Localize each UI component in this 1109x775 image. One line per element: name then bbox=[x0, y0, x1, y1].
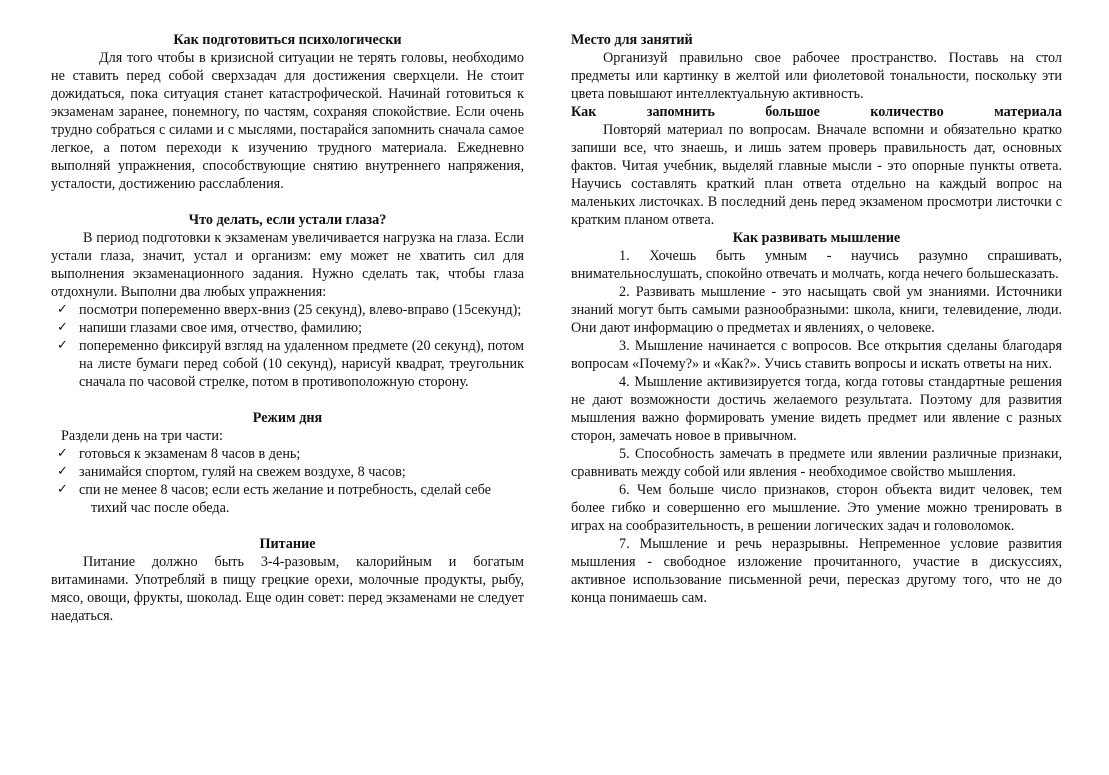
section-title-nutrition: Питание bbox=[259, 536, 316, 552]
eye-exercises-list bbox=[51, 301, 524, 391]
daily-routine-list bbox=[51, 445, 524, 499]
section-title-tired-eyes: Что делать, если устали глаза? bbox=[188, 212, 387, 228]
list-item: ✓ попеременно фиксируй взгляд на удаленном предмете (20 секунд), потом на листе бумаги перед собой (10 секунд), нарисуй квадрат, треугольник сначала по часовой стрелке, потом в противоположную сторону. bbox=[57, 338, 524, 390]
paragraph-tired-eyes: В период подготовки к экзаменам увеличивается нагрузка на глаза. Если устали глаза, значит, устал и организм: ему может не хватить сил для выполнения экзаменационного задания. Нужно сделать так, чтобы глаза отдохнули. Выполни два любых упражнения: bbox=[51, 230, 524, 300]
section-title-workplace: Место для занятий bbox=[571, 32, 693, 48]
paragraph-nutrition: Питание должно быть 3-4-разовым, калорийным и богатым витаминами. Употребляй в пищу грецкие орехи, молочные продукты, рыбу, мясо, овощи, фрукты, шоколад. Еще один совет: перед экзаменами не следует наедаться. bbox=[51, 554, 524, 624]
list-item: ✓ посмотри попеременно вверх-вниз (25 секунд), влево-вправо (15секунд); bbox=[57, 302, 522, 318]
right-column bbox=[571, 31, 1062, 607]
check-mark-icon: ✓ bbox=[57, 338, 68, 353]
section-title-daily-routine: Режим дня bbox=[252, 410, 323, 426]
check-mark-icon: ✓ bbox=[57, 302, 68, 317]
check-mark-icon: ✓ bbox=[57, 320, 68, 335]
thinking-paragraph-2: 2. Развивать мышление - это насыщать свой ум знаниями. Источники знаний могут быть самыми разнообразными: школа, книги, телевидение, люди. Они дают информацию о предметах и явлениях, о человеке. bbox=[571, 284, 1062, 336]
spacer bbox=[51, 193, 524, 211]
list-item: ✓ спи не менее 8 часов; если есть желание и потребность, сделай себе bbox=[57, 482, 491, 498]
list-item: ✓ напиши глазами свое имя, отчество, фамилию; bbox=[57, 320, 363, 336]
thinking-paragraph-4: 4. Мышление активизируется тогда, когда готовы стандартные решения не дают возможности достичь желаемого результата. Поэтому для развития мышления важно формировать умение видеть предмет или явление с разных сторон, замечать новое в привычном. bbox=[571, 374, 1062, 444]
section-title-memorize: Как запомнить большое количество материала bbox=[571, 104, 1062, 120]
thinking-paragraph-3: 3. Мышление начинается с вопросов. Все открытия сделаны благодаря вопросам «Почему?» и «Как?». Учись ставить вопросы и искать ответы на них. bbox=[571, 338, 1062, 372]
paragraph-memorize: Повторяй материал по вопросам. Вначале вспомни и обязательно кратко запиши все, что знаешь, и лишь затем проверь правильность дат, основных фактов. Читая учебник, выделяй главные мысли - это опорные пункты ответа. Научись составлять краткий план ответа отдельно на каждый вопрос на маленьких листочках. В последний день перед экзаменом просмотри листочки с кратким планом ответа. bbox=[571, 122, 1062, 228]
check-mark-icon: ✓ bbox=[57, 482, 68, 497]
thinking-paragraph-6: 6. Чем больше число признаков, сторон объекта видит человек, тем более гибко и совершенно его мышление. Это умение можно тренировать в играх на сообразительность, в решении логических задач и головоломок. bbox=[571, 482, 1062, 534]
section-title-psychological: Как подготовиться психологически bbox=[173, 32, 402, 48]
spacer bbox=[51, 391, 524, 409]
thinking-paragraph-5: 5. Способность замечать в предмете или явлении различные признаки, сравнивать между собой или явления - необходимое свойство мышления. bbox=[571, 446, 1062, 480]
left-column bbox=[51, 31, 524, 625]
paragraph-psychological: Для того чтобы в кризисной ситуации не терять головы, необходимо не ставить перед собой сверхзадач для достижения сверхцели. Не стоит дожидаться, пока ситуация станет катастрофической. Начинай готовиться к экзаменам заранее, понемногу, по частям, сохраняя спокойствие. Если очень трудно собраться с силами и с мыслями, постарайся запомнить сначала самое легкое, а потом переходи к изучению трудного материала. Ежедневно выполняй упражнения, способствующие снятию внутреннего напряжения, усталости, достижению расслабления. bbox=[51, 50, 524, 192]
paragraph-workplace: Организуй правильно свое рабочее пространство. Поставь на стол предметы или картинку в желтой или фиолетовой тональности, поскольку эти цвета повышают интеллектуальную активность. bbox=[571, 50, 1062, 102]
check-mark-icon: ✓ bbox=[57, 464, 68, 479]
check-mark-icon: ✓ bbox=[57, 446, 68, 461]
thinking-paragraph-1: 1. Хочешь быть умным - научись разумно спрашивать, внимательнослушать, спокойно отвечать и молчать, когда нечего большесказать. bbox=[571, 248, 1062, 282]
list-item: ✓ занимайся спортом, гуляй на свежем воздухе, 8 часов; bbox=[57, 464, 406, 480]
section-title-thinking: Как развивать мышление bbox=[732, 230, 901, 246]
list-item: ✓ готовься к экзаменам 8 часов в день; bbox=[57, 446, 301, 462]
daily-routine-continuation: тихий час после обеда. bbox=[91, 500, 230, 516]
spacer bbox=[51, 517, 524, 535]
daily-routine-lead: Раздели день на три части: bbox=[61, 428, 223, 444]
thinking-paragraph-7: 7. Мышление и речь неразрывны. Непременное условие развития мышления - свободное изложение прочитанного, участие в дискуссиях, активное использование письменной речи, пересказ другому того, что не до конца понимаешь сам. bbox=[571, 536, 1062, 606]
